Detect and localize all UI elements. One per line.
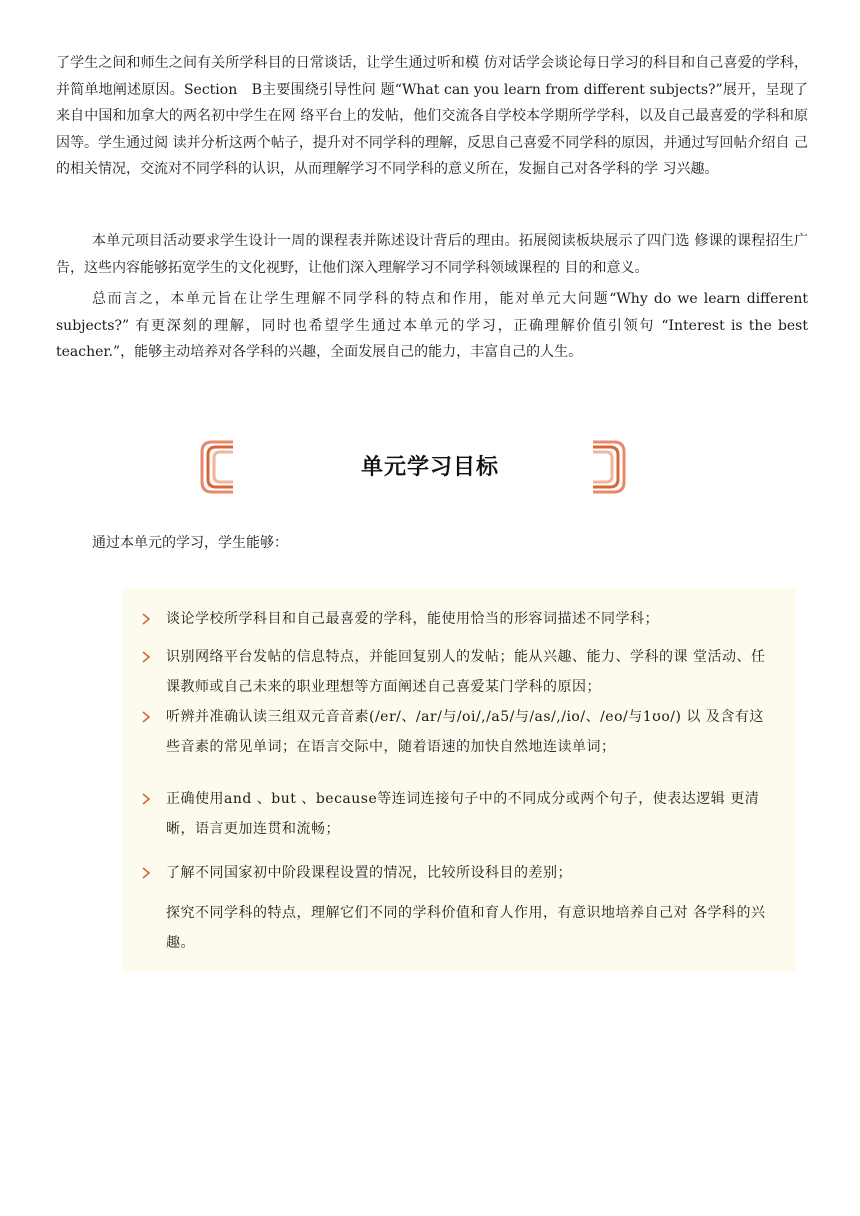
objective-text: 正确使用and 、but 、because等连词连接句子中的不同成分或两个句子，使表达逻辑 更清晰，语言更加连贯和流畅；	[166, 791, 760, 837]
bracket-right-icon	[590, 440, 626, 494]
objective-item	[140, 604, 766, 634]
objectives-intro: 通过本单元的学习，学生能够：	[92, 535, 288, 551]
objective-item	[140, 784, 766, 844]
section-banner	[0, 440, 860, 496]
chevron-right-icon	[140, 784, 154, 814]
body-paragraph: 本单元项目活动要求学生设计一周的课程表并陈述设计背后的理由。拓展阅读板块展示了四门选 修课的课程招生广告，这些内容能够拓宽学生的文化视野，让他们深入理解学习不同学科领域课程的 目的和意义。	[56, 233, 808, 276]
objectives-box	[122, 588, 796, 972]
section-title: 单元学习目标	[360, 455, 499, 480]
chevron-right-icon	[140, 702, 154, 732]
body-paragraph: 总而言之，本单元旨在让学生理解不同学科的特点和作用，能对单元大问题“Why do we learn different subjects?” 有更深刻的理解，同时也希望学生通过本单元的学习，正确理解价值引领句 “Interest is the best teacher.”，能够主动培养对各学科的兴趣，全面发展自己的能力，丰富自己的人生。	[56, 291, 808, 360]
objective-text: 听辨并准确认读三组双元音音素(/er/、/ar/与/oi/,/a5/与/as/,/io/、/eo/与1ʊo/) 以 及含有这些音素的常见单词；在语言交际中，随着语速的加快自然地连读单词；	[166, 709, 764, 755]
chevron-right-icon	[140, 858, 154, 888]
objective-text: 了解不同国家初中阶段课程设置的情况，比较所设科目的差别；	[166, 865, 572, 881]
chevron-right-icon	[140, 642, 154, 672]
objective-text: 探究不同学科的特点，理解它们不同的学科价值和育人作用，有意识地培养自己对 各学科的兴趣。	[166, 905, 766, 951]
objective-item	[140, 858, 766, 888]
objective-item	[140, 898, 766, 958]
objective-item	[140, 642, 766, 702]
objective-text: 谈论学校所学科目和自己最喜爱的学科，能使用恰当的形容词描述不同学科；	[166, 611, 659, 627]
chevron-right-icon	[140, 604, 154, 634]
objective-text: 识别网络平台发帖的信息特点，并能回复别人的发帖；能从兴趣、能力、学科的课 堂活动、任课教师或自己未来的职业理想等方面阐述自己喜爱某门学科的原因；	[166, 649, 766, 695]
body-paragraph: 了学生之间和师生之间有关所学科目的日常谈话，让学生通过听和模 仿对话学会谈论每日学习的科目和自己喜爱的学科，并简单地阐述原因。Section B主要围绕引导性问 题“What can you learn from different subjects?”展开，呈现了来自中国和加拿大的两名初中学生在网 络平台上的发帖，他们交流各自学校本学期所学学科，以及自己最喜爱的学科和原因等。学生通过阅 读并分析这两个帖子，提升对不同学科的理解，反思自己喜爱不同学科的原因，并通过写回帖介绍自 己的相关情况，交流对不同学科的认识，从而理解学习不同学科的意义所在，发掘自己对各学科的学 习兴趣。	[56, 55, 808, 177]
objective-item	[140, 702, 766, 762]
